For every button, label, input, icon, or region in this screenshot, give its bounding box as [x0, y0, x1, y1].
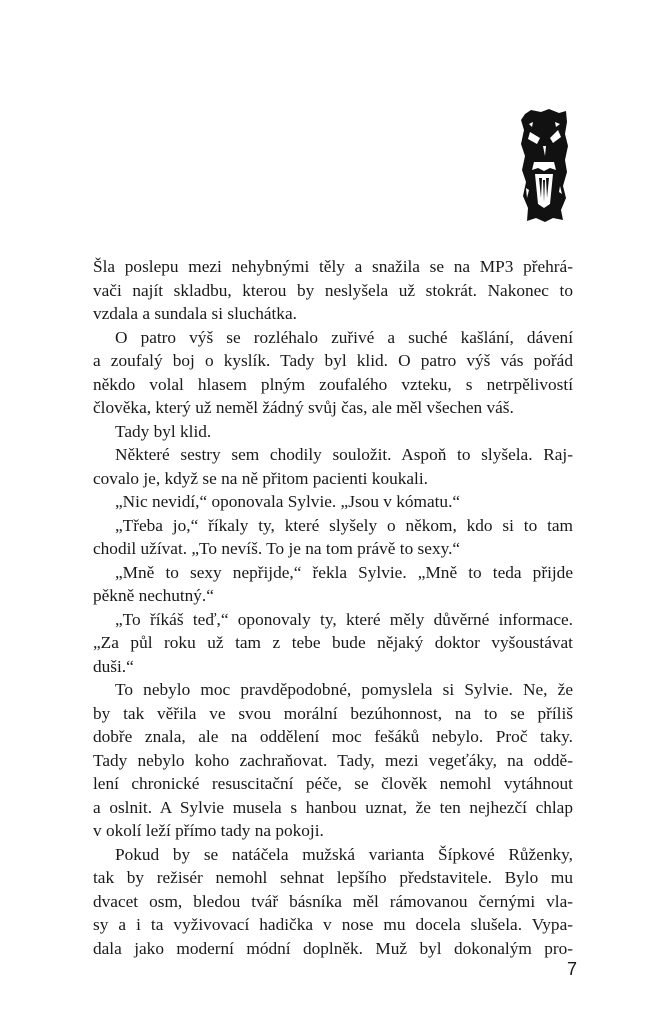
text-line: Některé sestry sem chodily souložit. Aspoň to slyšela. Raj-	[115, 445, 573, 464]
text-line: někdo volal hlasem plným zoufalého vzteku, s netrpělivostí	[93, 374, 573, 394]
paragraph	[93, 443, 573, 490]
text-line: v okolí leží přímo tady na pokoji.	[93, 821, 324, 840]
text-line: Tady nebylo koho zachraňovat. Tady, mezi vegeťáky, na oddě-	[93, 750, 573, 770]
text-line: dvacet osm, bledou tvář básníka měl rámovanou černými vla-	[93, 891, 573, 911]
body-text	[93, 255, 573, 960]
text-line: „Třeba jo,“ říkaly ty, které slyšely o někom, kdo si to tam	[115, 515, 573, 535]
text-line: O patro výš se rozléhalo zuřivé a suché kašlání, dávení	[115, 327, 573, 347]
paragraph	[93, 490, 573, 514]
text-line: a zoufalý boj o kyslík. Tady byl klid. O patro výš vás pořád	[93, 351, 573, 370]
text-line: lení chronické resuscitační péče, se člověk nemohl vytáhnout	[93, 774, 573, 793]
paragraph	[93, 561, 573, 608]
text-line: vzdala a sundala si sluchátka.	[93, 304, 297, 323]
text-line: „Mně to sexy nepřijde,“ řekla Sylvie. „Mně to teda přijde	[115, 562, 573, 582]
text-line: Šla poslepu mezi nehybnými těly a snažila se na MP3 přehrá-	[93, 257, 573, 276]
text-line: To nebylo moc pravděpodobné, pomyslela si Sylvie. Ne, že	[115, 680, 573, 699]
paragraph	[93, 843, 573, 961]
text-line: a oslnit. A Sylvie musela s hanbou uznat, že ten nejhezčí chlap	[93, 797, 573, 817]
text-line: člověka, který už neměl žádný svůj čas, ale měl všechen váš.	[93, 398, 514, 417]
paragraph	[93, 326, 573, 420]
text-line: covalo je, když se na ně přitom pacienti koukali.	[93, 468, 428, 488]
text-line: dobře znala, ale na oddělení moc fešáků nebylo. Proč taky.	[93, 727, 573, 746]
text-line: sy a i ta vyživovací hadička v nose mu docela slušela. Vypa-	[93, 915, 573, 934]
text-line: pěkně nechutný.“	[93, 586, 214, 605]
text-line: „Za půl roku už tam z tebe bude nějaký doktor vyšoustávat	[93, 633, 573, 652]
paragraph	[93, 608, 573, 679]
text-line: Pokud by se natáčela mužská varianta Šípkové Růženky,	[115, 844, 573, 864]
text-line: tak by režisér nemohl sehnat lepšího představitele. Bylo mu	[93, 868, 573, 887]
page-number: 7	[566, 959, 577, 979]
screaming-face-woodcut-icon	[519, 108, 569, 224]
text-line: „Nic nevidí,“ oponovala Sylvie. „Jsou v kómatu.“	[115, 492, 461, 511]
text-line: chodil užívat. „To nevíš. To je na tom právě to sexy.“	[93, 539, 461, 558]
text-line: vači najít skladbu, kterou by neslyšela už stokrát. Nakonec to	[93, 280, 573, 300]
paragraph	[93, 420, 573, 444]
text-line: Tady byl klid.	[115, 421, 212, 441]
paragraph	[93, 678, 573, 843]
text-line: duši.“	[93, 656, 134, 676]
text-line: by tak věřila ve svou morální bezúhonnost, na to se příliš	[93, 703, 573, 723]
text-line: dala jako moderní módní doplněk. Muž byl dokonalým pro-	[93, 938, 573, 958]
paragraph	[93, 255, 573, 326]
paragraph	[93, 514, 573, 561]
text-line: „To říkáš teď,“ oponovaly ty, které měly důvěrné informace.	[115, 609, 573, 629]
